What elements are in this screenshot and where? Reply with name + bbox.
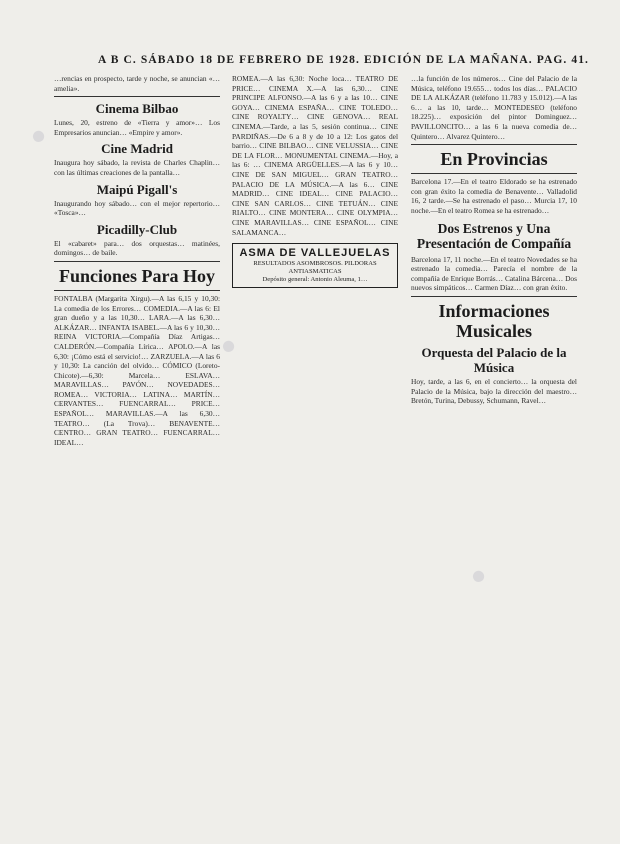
- estrenos-text: Barcelona 17, 11 noche.—En el teatro Novedades se ha estrenado la comedia… Parecía el nombre de la compañía de Enrique Borrás… Catalina Bárcena… Dos nuevos simpáticos… Carmen Díaz… con gran éxito.: [411, 254, 577, 293]
- orquesta-subheading: Orquesta del Palacio de la Música: [421, 344, 567, 375]
- maipu-text: Inaugurando hoy sábado… con el mejor repertorio… «Tosca»…: [54, 198, 220, 218]
- divider: [411, 296, 577, 297]
- right-column: [411, 74, 577, 844]
- left-column: [54, 74, 220, 844]
- provincias-heading: En Provincias: [440, 149, 548, 170]
- cinema-bilbao-text: Lunes, 20, estreno de «Tierra y amor»… Los Empresarios anuncian… «Empire y amor».: [54, 118, 220, 137]
- asma-advertisement: [232, 243, 398, 288]
- watermark: ●: [22, 118, 53, 152]
- informaciones-text: Hoy, tarde, a las 6, en el concierto… la orquesta del Palacio de la Música, bajo la dirección del maestro… Bretón, Turina, Debussy, Schumann, Ravel…: [411, 376, 577, 406]
- middle-column: [232, 74, 398, 839]
- cinema-bilbao-heading: Cinema Bilbao: [95, 101, 179, 117]
- divider: [411, 144, 577, 145]
- divider: [54, 290, 220, 291]
- cinema-listings-text: ROMEA.—A las 6,30: Noche loca… TEATRO DE PRICE… CINEMA X.—A las 6,30… CINE PRINCIPE ALFONSO.—A las 6 y a las 10… CINE GOYA… CINEMA ESPAÑA… CINE TOLEDO… CINE ROYALTY… CINE GENOVA… REAL CINEMA.—Tarde, a las 5, sesión continua… CINE PARDIÑAS.—De 6 a 8 y de 10 a 12: Los gatos del barrio… CINE BILBAO… CINE VELUSSIA… CINE DE LA FLOR… MONUMENTAL CINEMA.—Hoy, a las 6: … CINEMA ARGÜELLES.—A las 6 y 10… CINE DE SAN MIGUEL… GRAN TEATRO… PALACIO DE LA MÚSICA.—A las 6… CINE MADRID… CINE IDEAL… CINE PALACIO… CINE SAN CARLOS… CINE TETUÁN… CINE RIALTO… CINE MONTERA… CINE OLYMPIA… CINE MARAVILLAS… CINE ESPAÑOL… CINE SALAMANCA…: [232, 74, 398, 237]
- page-masthead: A B C. SÁBADO 18 DE FEBRERO DE 1928. EDICIÓN DE LA MAÑANA. PAG. 41.: [98, 54, 590, 66]
- maipu-heading: Maipú Pigall's: [96, 181, 178, 197]
- piccadilly-text: El «cabaret» para… dos orquestas… matinées, domingos… de baile.: [54, 238, 220, 258]
- informaciones-heading: Informaciones Musicales: [438, 300, 550, 341]
- piccadilly-heading: Picadilly-Club: [96, 221, 178, 237]
- ad-line-2: Depósito general: Antonio Aleuma, 1…: [262, 276, 368, 284]
- estrenos-heading: Dos Estrenos y Una Presentación de Compañía: [416, 220, 572, 251]
- ad-title: ASMA DE VALLEJUELAS: [239, 247, 391, 260]
- funciones-text: FONTALBA (Margarita Xirgu).—A las 6,15 y 10,30: La comedia de los Errores… COMEDIA.—A las 6: El gran dueño y a las 10,30… LARA.—A las 6,30… ALKÁZAR… INFANTA ISABEL.—A las 6 y 10,30… REINA VICTORIA.—Compañía Díaz Artigas… CALDERÓN.—Compañía Lírica… APOLO.—A las 6,30: ¡Cómo está el servicio!… ZARZUELA.—A las 6 y 10,30: La canción del olvido… CÓMICO (Loreto-Chicote).—6,30: Marcela… ESLAVA… MARAVILLAS… PAVÓN… NOVEDADES… ROMEA… VICTORIA… LATINA… MARTÍN… CERVANTES… FUENCARRAL… PRICE… ESPAÑOL… MARAVILLAS.—A las 6,30… TEATRO… (La Trova)… BENAVENTE… CENTRO… GRAN TEATRO… FUENCARRAL… IDEAL…: [54, 293, 220, 447]
- cine-madrid-heading: Cine Madrid: [101, 141, 173, 157]
- watermark: ●: [212, 328, 243, 362]
- watermark: ●: [462, 558, 493, 592]
- cine-madrid-text: Inaugura hoy sábado, la revista de Charles Chaplin… con las últimas creaciones de la pantalla…: [54, 158, 220, 177]
- divider: [411, 173, 577, 174]
- divider: [54, 96, 220, 97]
- funciones-heading: Funciones Para Hoy: [59, 265, 215, 286]
- right-top-text: …la función de los números… Cine del Palacio de la Música, teléfono 19.655… todos los días… PALACIO DE LA ALKÁZAR (teléfono 11.783 y 15.012).—A las 6… a las 10, tarde… MONTEDESEO (teléfono 18.225)… exposición del pintor Dominguez… PAVILLONCITO… a las 6 la nueva comedia de… Quintero… Alvarez Quintero…: [411, 74, 577, 141]
- divider: [54, 261, 220, 262]
- intro-text: …rencias en prospecto, tarde y noche, se anuncian «…amelia».: [54, 74, 220, 93]
- ad-line-1: RESULTADOS ASOMBROSOS. PILDORAS ANTIASMATICAS: [253, 260, 377, 276]
- provincias-text: Barcelona 17.—En el teatro Eldorado se ha estrenado con gran éxito la comedia de Benavente… Valladolid 16, 2 tarde.—Se ha estrenado el paso… Murcia 17, 10 noche.—En el teatro Romea se ha estrenado…: [411, 177, 577, 215]
